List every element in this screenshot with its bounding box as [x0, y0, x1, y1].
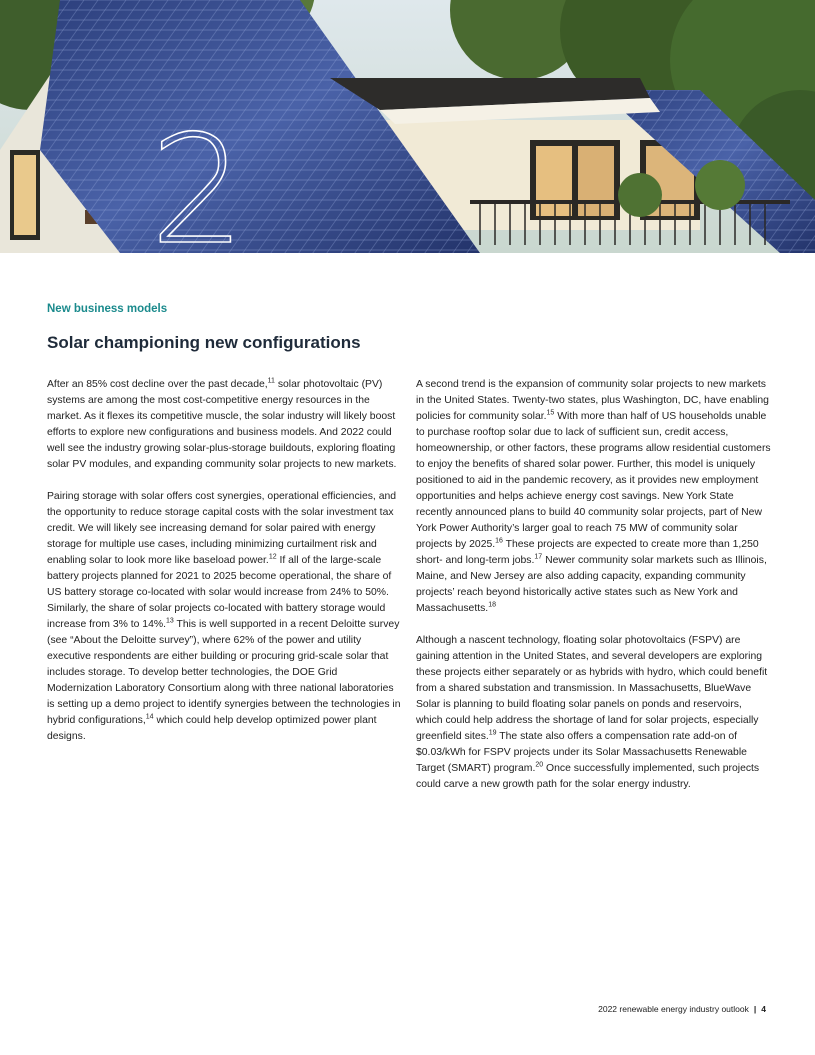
right-column: [416, 377, 771, 809]
left-column: [47, 377, 402, 761]
page-number: 4: [761, 1004, 766, 1014]
page-footer: [598, 1004, 766, 1014]
report-title: 2022 renewable energy industry outlook: [598, 1004, 749, 1014]
footer-separator: |: [753, 1004, 757, 1014]
paragraph: Pairing storage with solar offers cost synergies, operational efficiencies, and the opportunity to reduce storage capital costs with the solar investment tax credit. We will likely see increasing demand for solar paired with energy storage for multiple use cases, including minimizing curtailment risk and enabling solar to look more like baseload power.$^{12}$ If all of the large-scale battery projects planned for 2021 to 2025 become operational, the share of US battery storage co-located with solar would increase from 24% to 50%. Similarly, the share of solar projects co-located with battery storage would increase from 3% to 14%.$^{13}$ This is well supported in a recent Deloitte survey (see “About the Deloitte survey”), where 62% of the power and utility executive respondents are either building or procuring grid-scale solar that includes storage. To develop better technologies, the DOE Grid Modernization Laboratory Consortium along with three national laboratories is setting up a demo project to identify synergies between the technologies in hybrid configurations,$^{14}$ which could help develop optimized power plant designs.: [47, 491, 401, 742]
section-eyebrow: New business models: [47, 303, 168, 315]
paragraph: After an 85% cost decline over the past decade,$^{11}$ solar photovoltaic (PV) systems are among the most cost-competitive energy resources in the market. As it flexes its competitive muscle, the solar industry will likely boost efforts to explore new configurations and business models. And 2022 could well see the industry growing solar-plus-storage buildouts, exploring floating solar PV modules, and expanding community solar projects to new markets.: [47, 377, 397, 470]
hero-image: [0, 0, 815, 253]
paragraph: A second trend is the expansion of community solar projects to new markets in the United States. Twenty-two states, plus Washington, DC, have enabling policies for community solar.$^{15}$ With more than half of US households unable to purchase rooftop solar due to lack of sufficient sun, credit access, homeownership, or other factors, these programs allow residential customers to enjoy the benefits of shared solar power. Further, this model is uniquely positioned to aid in the pandemic recovery, as it provides new employment opportunities and helps achieve energy cost savings. New York State recently announced plans to build 40 community solar projects, part of New York Power Authority’s larger goal to reach 75 MW of community solar projects by 2025.16 These projects are expected to create more than 1,250 short- and long-term jobs.$^{17}$ Newer community solar markets such as Illinois, Maine, and New Jersey are also adding capacity, expanding community projects’ reach beyond historically active states such as New York and Massachusetts.$^{18}$: [416, 379, 771, 614]
house-solar-roof-illustration: [0, 0, 815, 253]
paragraph: Although a nascent technology, floating solar photovoltaics (FSPV) are gaining attention in the United States, and several developers are exploring these projects either separately or as hybrids with hydro, which could benefit from a shared substation and transmission. In Massachusetts, BlueWave Solar is planning to build floating solar panels on ponds and reservoirs, which could help address the shortage of land for solar projects, especially greenfield sites.$^{19}$ The state also offers a compensation rate add-on of $0.03/kWh for FSPV projects under its Solar Massachusetts Renewable Target (SMART) program.$^{20}$ Once successfully implemented, such projects could carve a new growth path for the solar energy industry.: [416, 635, 768, 790]
section-title: Solar championing new configurations: [47, 333, 361, 352]
chapter-number: 2: [150, 104, 246, 253]
